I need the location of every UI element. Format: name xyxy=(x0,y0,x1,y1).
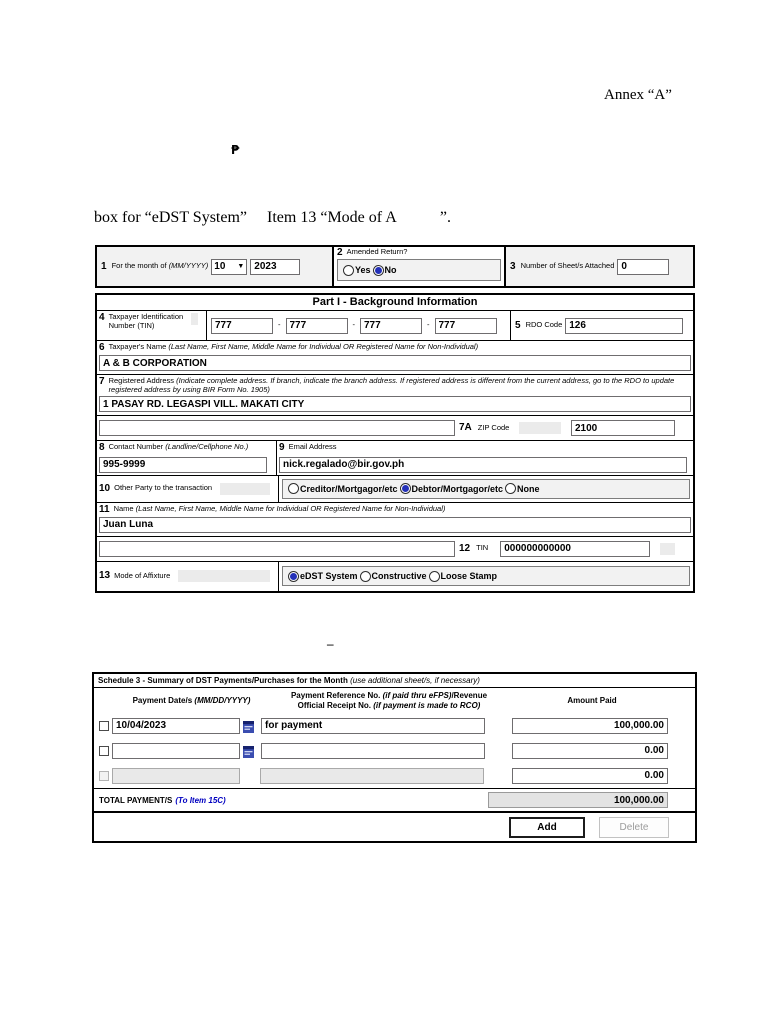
add-button[interactable]: Add xyxy=(509,817,585,838)
calendar-icon[interactable] xyxy=(243,745,254,757)
dash-separator: – xyxy=(327,636,334,651)
item10-label: Other Party to the transaction xyxy=(114,483,213,493)
item1-format-label: (MM/YYYY) xyxy=(168,261,209,271)
mode-of-affixture-section xyxy=(97,562,693,591)
radio-debtor-icon[interactable] xyxy=(400,483,411,494)
contact-email-section xyxy=(97,441,693,476)
loose-stamp-label: Loose Stamp xyxy=(440,571,498,582)
tin-input-3[interactable] xyxy=(360,318,422,334)
payment-row-3 xyxy=(94,763,695,788)
registered-address-input[interactable] xyxy=(99,396,691,412)
month-select-value: 10 xyxy=(214,261,226,272)
total-payments-item-ref: (To Item 15C) xyxy=(175,795,226,805)
schedule3-buttons xyxy=(94,811,695,841)
item7-label: Registered Address (Indicate complete address. If branch, indicate the branch address. If registered address is different from the current address, go to the RDO to update registered address by using BIR Form No. 1905) xyxy=(108,376,675,394)
tin-label-cell xyxy=(97,311,207,340)
row1-amount-input[interactable] xyxy=(512,718,668,734)
row1-reference-input[interactable] xyxy=(261,718,485,734)
delete-button: Delete xyxy=(599,817,669,838)
item11-label: Name (Last Name, First Name, Middle Name for Individual OR Registered Name for Non-Individual) xyxy=(113,503,446,513)
other-party-name-input[interactable] xyxy=(99,517,691,533)
item3-label: Number of Sheet/s Attached xyxy=(520,261,615,271)
year-input[interactable] xyxy=(250,259,300,275)
debtor-option[interactable] xyxy=(400,483,504,494)
annex-label: Annex “A” xyxy=(604,87,672,103)
affixture-label-cell xyxy=(97,562,279,591)
row2-reference-input[interactable] xyxy=(261,743,485,759)
zip-code-row xyxy=(97,416,693,441)
item3-number: 3 xyxy=(510,260,516,272)
radio-no-icon[interactable] xyxy=(373,265,384,276)
other-party-radio-group xyxy=(282,479,690,499)
row3-amount-input[interactable] xyxy=(512,768,668,784)
creditor-option[interactable] xyxy=(288,483,398,494)
none-label: None xyxy=(517,483,540,494)
tin-inputs-cell xyxy=(207,311,511,340)
contact-number-input[interactable] xyxy=(99,457,267,473)
zip-code-input[interactable] xyxy=(571,420,675,436)
total-payments-label: TOTAL PAYMENT/S xyxy=(99,795,173,805)
affixture-radio-group xyxy=(282,566,690,586)
item7a-label: ZIP Code xyxy=(477,422,510,432)
row1-date-input[interactable] xyxy=(112,718,240,734)
tin-separator: - xyxy=(352,320,355,330)
tin-input-1[interactable] xyxy=(211,318,273,334)
email-address-input[interactable] xyxy=(279,457,687,473)
tin-row xyxy=(97,311,693,341)
schedule3-title: Schedule 3 - Summary of DST Payments/Purchases for the Month (use additional sheet/s, if necessary) xyxy=(94,674,695,688)
sheets-attached-cell xyxy=(506,247,693,286)
total-payments-amount: 100,000.00 xyxy=(488,792,668,808)
item7a-number: 7A xyxy=(459,422,472,434)
tin-input-2[interactable] xyxy=(286,318,348,334)
part1-title: Part I - Background Information xyxy=(97,295,693,311)
item9-number: 9 xyxy=(279,442,285,454)
shading xyxy=(178,570,270,582)
affixture-radio-cell xyxy=(279,562,693,591)
chevron-down-icon: ▼ xyxy=(237,263,245,270)
item9-label: Email Address xyxy=(288,442,337,452)
item12-label: TIN xyxy=(476,543,489,553)
body-text: box for “eDST System” Item 13 “Mode of A ”. xyxy=(94,209,451,226)
contact-number-cell xyxy=(97,441,277,475)
item5-number: 5 xyxy=(515,319,521,331)
constructive-option[interactable] xyxy=(360,571,427,582)
loose-stamp-option[interactable] xyxy=(429,571,498,582)
shading xyxy=(220,483,270,495)
amended-return-cell xyxy=(334,247,506,286)
item4-number: 4 xyxy=(99,312,105,323)
sheets-attached-input[interactable] xyxy=(617,259,669,275)
other-party-tin-input[interactable] xyxy=(500,541,650,557)
rdo-code-cell xyxy=(511,311,693,340)
item5-label: RDO Code xyxy=(525,320,563,330)
other-party-name-section xyxy=(97,503,693,537)
other-party-radio-cell xyxy=(279,476,693,502)
radio-loose-stamp-icon[interactable] xyxy=(429,571,440,582)
amended-no-option[interactable] xyxy=(373,265,397,276)
taxpayer-name-section xyxy=(97,341,693,375)
calendar-icon[interactable] xyxy=(243,720,254,732)
shading xyxy=(191,313,198,325)
row3-reference-input xyxy=(260,768,484,784)
radio-yes-icon[interactable] xyxy=(343,265,354,276)
rdo-code-input[interactable] xyxy=(565,318,683,334)
radio-none-icon[interactable] xyxy=(505,483,516,494)
item7-number: 7 xyxy=(99,376,105,387)
row1-checkbox[interactable] xyxy=(99,721,109,731)
item1-label: For the month of (MM/YYYY) xyxy=(111,261,209,271)
tin-separator: - xyxy=(427,320,430,330)
form-header-strip xyxy=(95,245,695,288)
amended-yes-option[interactable] xyxy=(343,265,371,276)
month-select[interactable] xyxy=(211,259,247,275)
debtor-label: Debtor/Mortgagor/etc xyxy=(411,483,504,494)
row2-date-input[interactable] xyxy=(112,743,240,759)
registered-address-section xyxy=(97,375,693,416)
amended-yes-label: Yes xyxy=(355,265,371,275)
row3-date-input xyxy=(112,768,240,784)
amended-return-radio-group xyxy=(337,259,501,281)
item13-number: 13 xyxy=(99,570,111,582)
row2-checkbox[interactable] xyxy=(99,746,109,756)
taxpayer-name-input[interactable] xyxy=(99,355,691,371)
item2-number: 2 xyxy=(337,247,343,258)
constructive-label: Constructive xyxy=(371,571,427,582)
tin-separator: - xyxy=(278,320,281,330)
shading xyxy=(519,422,561,434)
col-payment-date: Payment Date/s (MM/DD/YYYY) xyxy=(132,696,251,705)
edst-system-label: eDST System xyxy=(300,571,358,582)
peso-sign: ₱ xyxy=(231,143,240,157)
item2-label: Amended Return? xyxy=(346,247,408,256)
item1-number: 1 xyxy=(101,260,107,272)
radio-edst-icon[interactable] xyxy=(288,571,299,582)
col-payment-reference: Payment Reference No. (if paid thru eFPS)/Revenue Official Receipt No. (if payment is made to RCO) xyxy=(290,690,488,710)
item10-number: 10 xyxy=(99,482,111,494)
other-party-label-cell xyxy=(97,476,279,502)
creditor-label: Creditor/Mortgagor/etc xyxy=(300,483,398,494)
none-option[interactable] xyxy=(505,483,540,494)
item4-label: Taxpayer Identification Number (TIN) xyxy=(108,312,184,330)
shading xyxy=(660,543,675,555)
item8-number: 8 xyxy=(99,442,105,454)
address-extra-input[interactable] xyxy=(99,420,455,436)
item6-number: 6 xyxy=(99,342,105,353)
radio-creditor-icon[interactable] xyxy=(288,483,299,494)
item11-number: 11 xyxy=(99,503,110,515)
schedule3-section xyxy=(92,672,697,843)
email-address-cell xyxy=(277,441,693,475)
part1-section xyxy=(95,293,695,593)
month-field-cell xyxy=(97,247,334,286)
radio-constructive-icon[interactable] xyxy=(360,571,371,582)
row2-amount-input[interactable] xyxy=(512,743,668,759)
amended-no-label: No xyxy=(384,265,397,275)
item6-label: Taxpayer's Name (Last Name, First Name, Middle Name for Individual OR Registered Name for Non-Individual) xyxy=(108,342,479,351)
other-party-tin-row xyxy=(97,537,693,562)
row3-checkbox xyxy=(99,771,109,781)
item13-label: Mode of Affixture xyxy=(114,570,171,580)
tin-input-4[interactable] xyxy=(435,318,497,334)
payment-row-2 xyxy=(94,738,695,763)
other-party-section xyxy=(97,476,693,503)
col-amount-paid: Amount Paid xyxy=(567,696,617,705)
item12-number: 12 xyxy=(459,542,471,554)
schedule3-column-headers xyxy=(94,688,695,713)
payment-row-1 xyxy=(94,713,695,738)
edst-system-option[interactable] xyxy=(288,571,358,582)
item8-label: Contact Number (Landline/Cellphone No.) xyxy=(108,442,249,452)
name-extra-input[interactable] xyxy=(99,541,455,557)
total-payments-row xyxy=(94,788,695,811)
